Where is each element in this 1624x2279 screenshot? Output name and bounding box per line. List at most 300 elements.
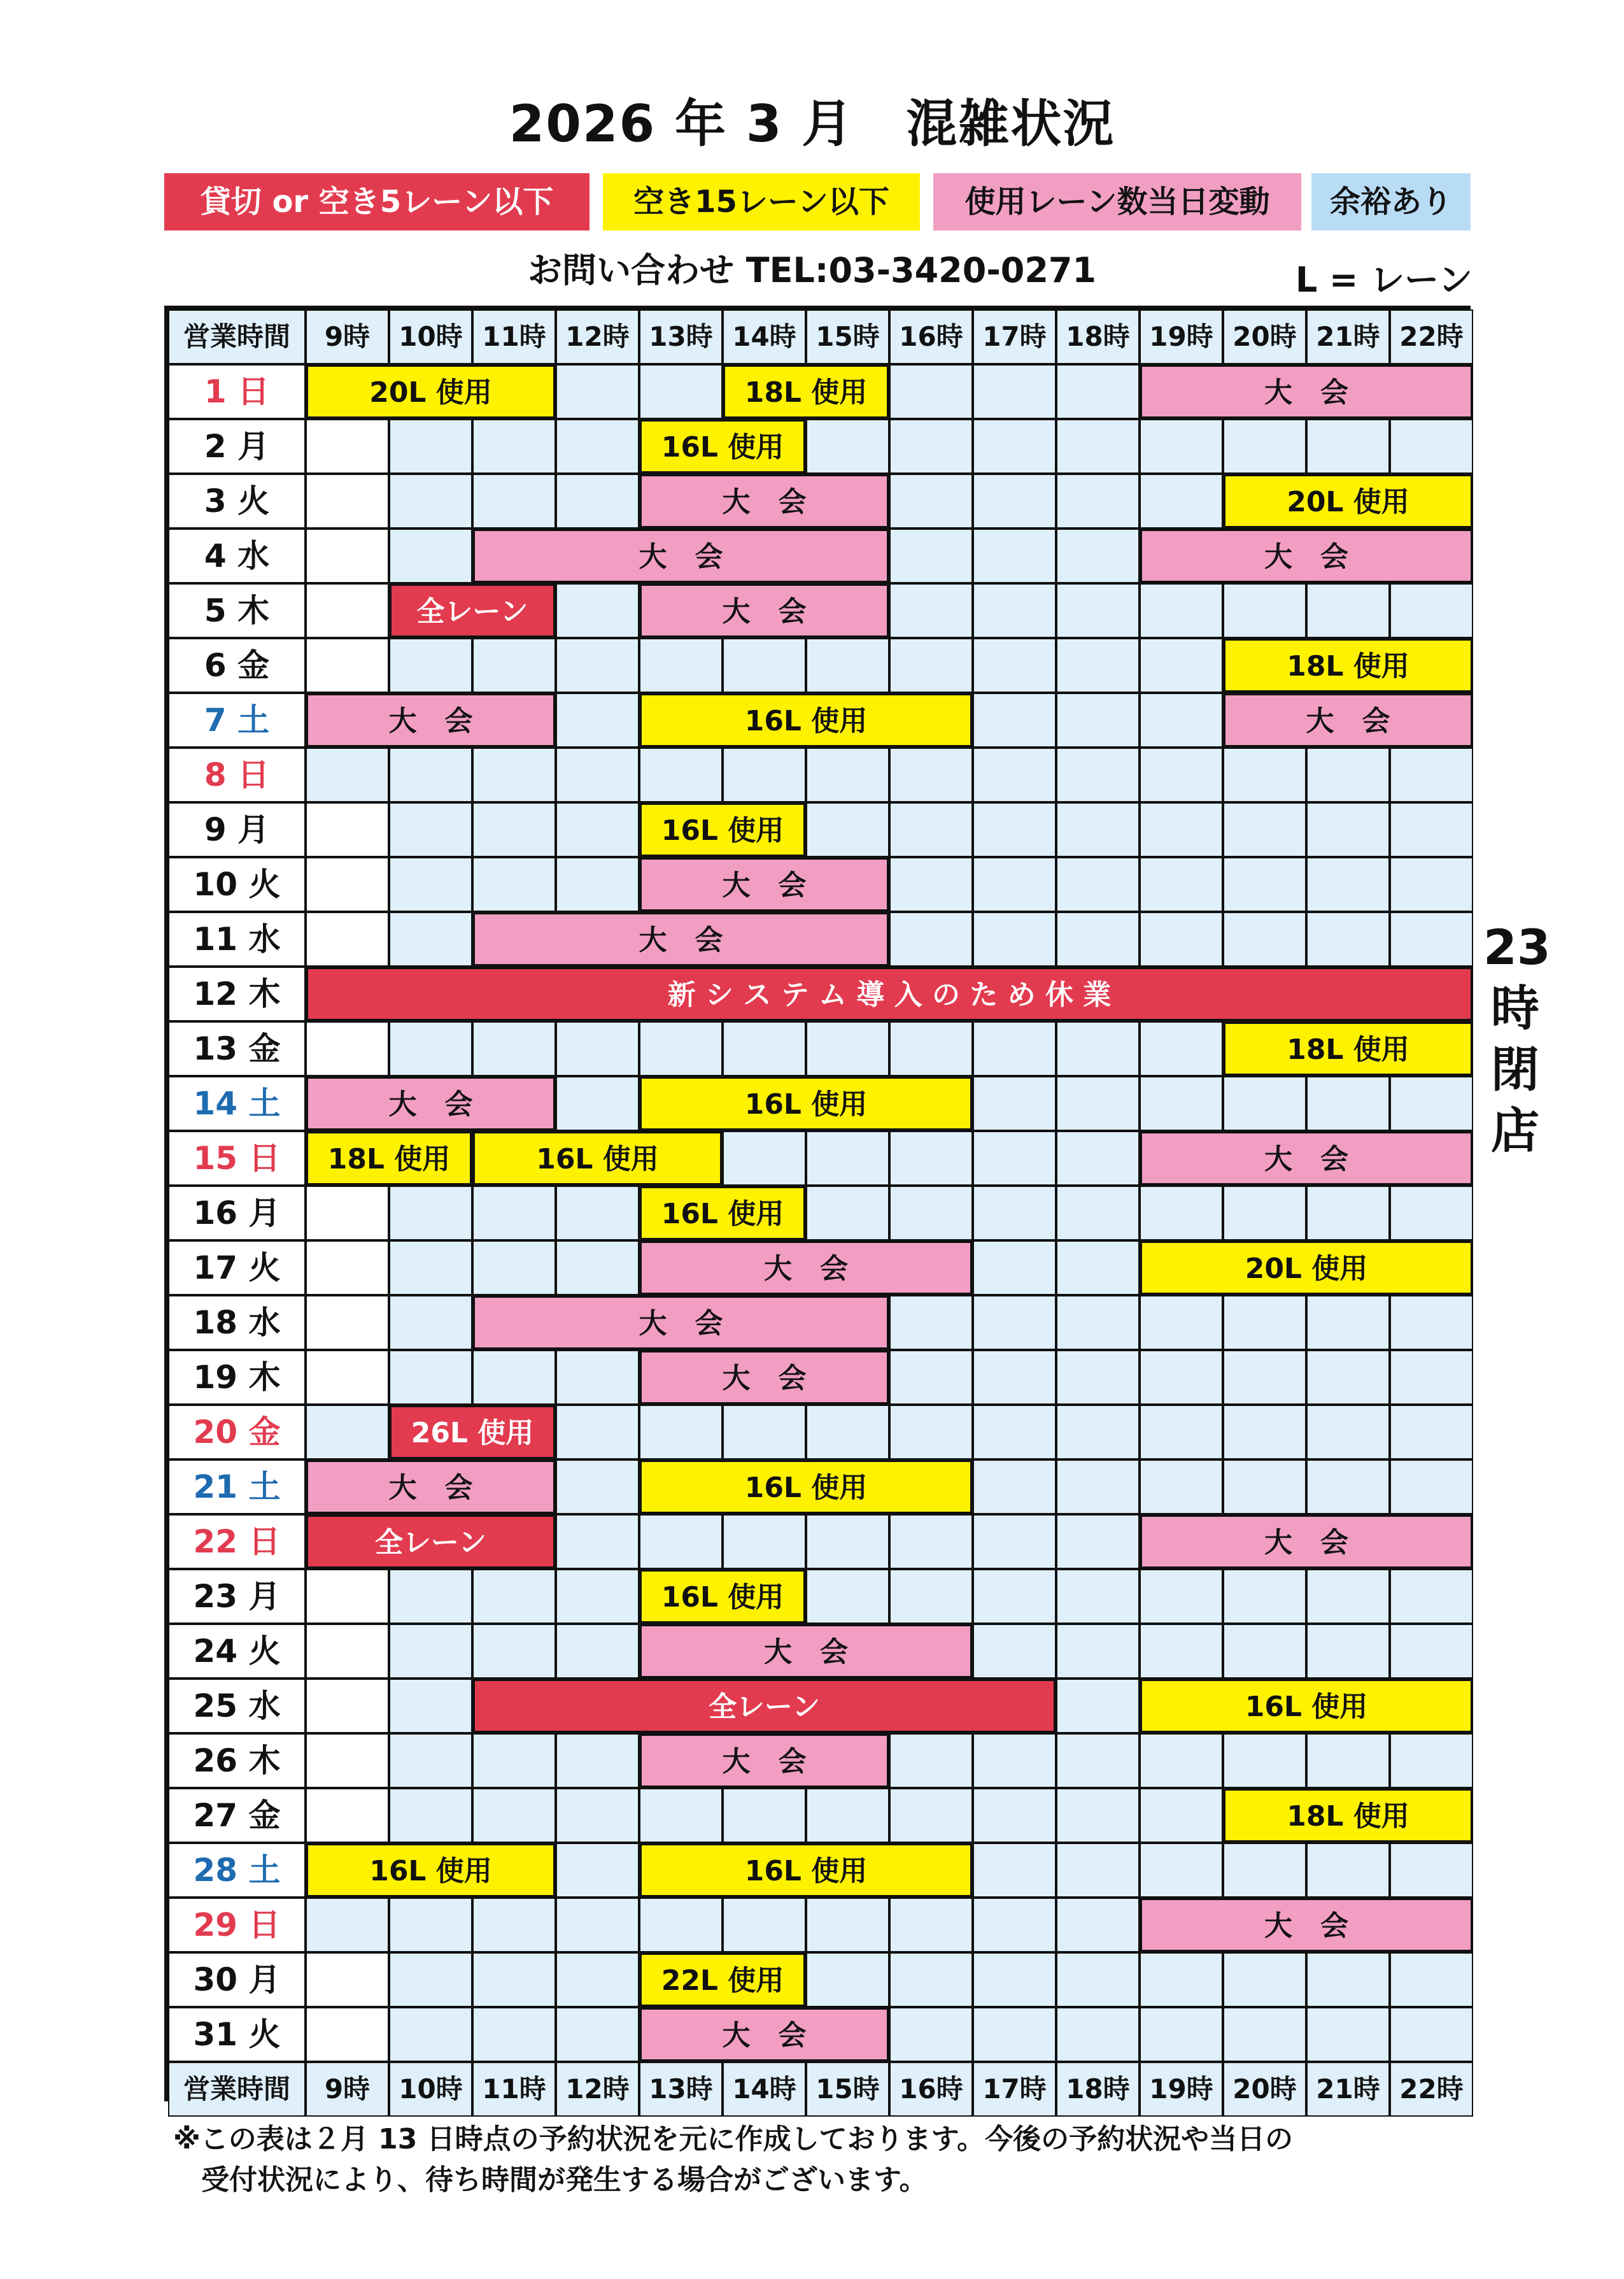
time-slot-cell (1056, 1843, 1140, 1898)
day-label: 23 月 (168, 1569, 306, 1624)
time-slot-cell (806, 1569, 889, 1624)
time-slot-cell (973, 1405, 1056, 1459)
time-slot-cell (389, 912, 472, 967)
time-slot-cell (556, 1843, 639, 1898)
time-slot-cell (556, 1733, 639, 1788)
time-slot-cell (973, 912, 1056, 967)
page-title: 2026 年 3 月 混雑状況 (509, 94, 1115, 153)
time-slot-cell (389, 1021, 472, 1076)
time-slot-cell (806, 638, 889, 693)
time-slot-cell (973, 419, 1056, 474)
day-label: 30 月 (168, 1952, 306, 2007)
reservation-block: 20L 使用 (1223, 474, 1473, 529)
time-slot-cell (889, 529, 973, 583)
reservation-block: 大 会 (472, 1295, 889, 1350)
time-slot-cell (1140, 748, 1223, 802)
reservation-block: 全レーン (389, 583, 556, 638)
time-slot-cell (306, 857, 389, 912)
time-slot-cell (306, 1186, 389, 1240)
reservation-block: 大 会 (472, 529, 889, 583)
header-top-label: 営業時間 (168, 309, 306, 364)
time-slot-cell (639, 748, 723, 802)
time-slot-cell (1140, 474, 1223, 529)
time-slot-cell (1306, 583, 1390, 638)
day-label: 28 土 (168, 1843, 306, 1898)
header-top-hour: 11時 (472, 309, 556, 364)
time-slot-cell (306, 748, 389, 802)
time-slot-cell (889, 1350, 973, 1405)
time-slot-cell (1140, 1843, 1223, 1898)
time-slot-cell (973, 1295, 1056, 1350)
time-slot-cell (973, 1131, 1056, 1186)
time-slot-cell (1390, 1843, 1473, 1898)
time-slot-cell (723, 1788, 806, 1843)
time-slot-cell (973, 1076, 1056, 1131)
time-slot-cell (1140, 638, 1223, 693)
time-slot-cell (973, 1898, 1056, 1952)
time-slot-cell (1056, 1405, 1140, 1459)
time-slot-cell (1306, 1405, 1390, 1459)
time-slot-cell (306, 912, 389, 967)
time-slot-cell (1056, 802, 1140, 857)
reservation-block: 16L 使用 (639, 802, 806, 857)
schedule-grid (164, 306, 1471, 2105)
time-slot-cell (556, 1459, 639, 1514)
header-bottom-hour: 21時 (1306, 2062, 1390, 2117)
reservation-block: 大 会 (306, 693, 556, 748)
time-slot-cell (556, 474, 639, 529)
reservation-block: 大 会 (639, 1350, 889, 1405)
reservation-block: 20L 使用 (1140, 1240, 1473, 1295)
reservation-block: 26L 使用 (389, 1405, 556, 1459)
time-slot-cell (1140, 1788, 1223, 1843)
time-slot-cell (472, 1240, 556, 1295)
time-slot-cell (556, 583, 639, 638)
time-slot-cell (1306, 912, 1390, 967)
time-slot-cell (806, 1952, 889, 2007)
time-slot-cell (973, 1788, 1056, 1843)
time-slot-cell (1306, 1186, 1390, 1240)
reservation-block: 大 会 (639, 583, 889, 638)
time-slot-cell (1306, 1350, 1390, 1405)
time-slot-cell (389, 748, 472, 802)
time-slot-cell (389, 638, 472, 693)
time-slot-cell (1140, 1076, 1223, 1131)
time-slot-cell (1390, 1952, 1473, 2007)
reservation-block: 全レーン (472, 1679, 1056, 1733)
contact-phone: お問い合わせ TEL:03-3420-0271 (527, 250, 1097, 290)
header-top-hour: 22時 (1390, 309, 1473, 364)
time-slot-cell (472, 638, 556, 693)
header-bottom-hour: 22時 (1390, 2062, 1473, 2117)
time-slot-cell (1056, 638, 1140, 693)
time-slot-cell (472, 1186, 556, 1240)
time-slot-cell (389, 1624, 472, 1679)
day-label: 17 火 (168, 1240, 306, 1295)
time-slot-cell (806, 1021, 889, 1076)
time-slot-cell (1390, 802, 1473, 857)
time-slot-cell (806, 1131, 889, 1186)
time-slot-cell (1056, 1131, 1140, 1186)
time-slot-cell (306, 583, 389, 638)
header-top-hour: 9時 (306, 309, 389, 364)
header-top-hour: 19時 (1140, 309, 1223, 364)
time-slot-cell (1056, 1624, 1140, 1679)
time-slot-cell (389, 419, 472, 474)
day-label: 3 火 (168, 474, 306, 529)
time-slot-cell (306, 638, 389, 693)
time-slot-cell (556, 1569, 639, 1624)
time-slot-cell (1390, 583, 1473, 638)
day-label: 1 日 (168, 364, 306, 419)
time-slot-cell (1306, 1569, 1390, 1624)
time-slot-cell (723, 1514, 806, 1569)
time-slot-cell (806, 419, 889, 474)
time-slot-cell (1390, 1624, 1473, 1679)
time-slot-cell (389, 1295, 472, 1350)
header-bottom-hour: 16時 (889, 2062, 973, 2117)
reservation-block: 18L 使用 (1223, 1788, 1473, 1843)
time-slot-cell (472, 1788, 556, 1843)
time-slot-cell (1390, 1295, 1473, 1350)
time-slot-cell (889, 474, 973, 529)
time-slot-cell (1056, 529, 1140, 583)
time-slot-cell (1056, 1788, 1140, 1843)
time-slot-cell (1140, 1624, 1223, 1679)
time-slot-cell (556, 1350, 639, 1405)
time-slot-cell (973, 1240, 1056, 1295)
day-label: 5 木 (168, 583, 306, 638)
time-slot-cell (1223, 748, 1306, 802)
time-slot-cell (389, 1898, 472, 1952)
time-slot-cell (723, 1405, 806, 1459)
time-slot-cell (1056, 1733, 1140, 1788)
time-slot-cell (639, 638, 723, 693)
time-slot-cell (306, 529, 389, 583)
time-slot-cell (472, 748, 556, 802)
time-slot-cell (556, 857, 639, 912)
time-slot-cell (1390, 857, 1473, 912)
day-label: 18 水 (168, 1295, 306, 1350)
time-slot-cell (1306, 1076, 1390, 1131)
time-slot-cell (973, 802, 1056, 857)
time-slot-cell (973, 1514, 1056, 1569)
time-slot-cell (1056, 583, 1140, 638)
time-slot-cell (973, 1624, 1056, 1679)
time-slot-cell (472, 1350, 556, 1405)
time-slot-cell (556, 1624, 639, 1679)
header-bottom-label: 営業時間 (168, 2062, 306, 2117)
reservation-block: 大 会 (1223, 693, 1473, 748)
day-label: 16 月 (168, 1186, 306, 1240)
header-bottom-hour: 12時 (556, 2062, 639, 2117)
time-slot-cell (889, 1021, 973, 1076)
time-slot-cell (889, 1898, 973, 1952)
reservation-block: 大 会 (472, 912, 889, 967)
reservation-block: 全レーン (306, 1514, 556, 1569)
time-slot-cell (1306, 2007, 1390, 2062)
header-top-hour: 14時 (723, 309, 806, 364)
time-slot-cell (723, 1131, 806, 1186)
time-slot-cell (556, 1898, 639, 1952)
day-label: 10 火 (168, 857, 306, 912)
reservation-block: 新 シ ス テ ム 導 入 の た め 休 業 (306, 967, 1473, 1021)
time-slot-cell (1140, 583, 1223, 638)
time-slot-cell (889, 1131, 973, 1186)
time-slot-cell (1140, 1021, 1223, 1076)
time-slot-cell (1306, 748, 1390, 802)
time-slot-cell (806, 802, 889, 857)
time-slot-cell (1056, 748, 1140, 802)
time-slot-cell (1056, 1569, 1140, 1624)
day-label: 22 日 (168, 1514, 306, 1569)
time-slot-cell (889, 1788, 973, 1843)
header-bottom-hour: 11時 (472, 2062, 556, 2117)
time-slot-cell (1223, 1295, 1306, 1350)
time-slot-cell (306, 1569, 389, 1624)
time-slot-cell (556, 1240, 639, 1295)
time-slot-cell (639, 1898, 723, 1952)
time-slot-cell (1140, 693, 1223, 748)
time-slot-cell (1223, 912, 1306, 967)
header-bottom-hour: 14時 (723, 2062, 806, 2117)
day-label: 11 水 (168, 912, 306, 967)
time-slot-cell (889, 2007, 973, 2062)
time-slot-cell (973, 1186, 1056, 1240)
time-slot-cell (1223, 1843, 1306, 1898)
time-slot-cell (306, 1405, 389, 1459)
time-slot-cell (1223, 1952, 1306, 2007)
day-label: 29 日 (168, 1898, 306, 1952)
time-slot-cell (889, 1186, 973, 1240)
time-slot-cell (306, 1788, 389, 1843)
time-slot-cell (723, 1898, 806, 1952)
time-slot-cell (306, 1240, 389, 1295)
time-slot-cell (1390, 912, 1473, 967)
time-slot-cell (1140, 1186, 1223, 1240)
time-slot-cell (306, 1350, 389, 1405)
time-slot-cell (1223, 583, 1306, 638)
time-slot-cell (806, 1405, 889, 1459)
time-slot-cell (973, 638, 1056, 693)
time-slot-cell (1056, 1186, 1140, 1240)
time-slot-cell (1056, 419, 1140, 474)
time-slot-cell (889, 857, 973, 912)
day-label: 27 金 (168, 1788, 306, 1843)
time-slot-cell (889, 1952, 973, 2007)
time-slot-cell (889, 419, 973, 474)
time-slot-cell (889, 802, 973, 857)
time-slot-cell (1306, 857, 1390, 912)
time-slot-cell (973, 1733, 1056, 1788)
time-slot-cell (1223, 1405, 1306, 1459)
time-slot-cell (889, 748, 973, 802)
time-slot-cell (639, 1788, 723, 1843)
day-label: 24 火 (168, 1624, 306, 1679)
time-slot-cell (1223, 1733, 1306, 1788)
header-bottom-hour: 18時 (1056, 2062, 1140, 2117)
day-label: 4 水 (168, 529, 306, 583)
header-top-hour: 18時 (1056, 309, 1140, 364)
time-slot-cell (1140, 1459, 1223, 1514)
time-slot-cell (1390, 1459, 1473, 1514)
time-slot-cell (389, 2007, 472, 2062)
time-slot-cell (1140, 1405, 1223, 1459)
reservation-block: 大 会 (1140, 1131, 1473, 1186)
time-slot-cell (1390, 1186, 1473, 1240)
time-slot-cell (639, 364, 723, 419)
day-label: 9 月 (168, 802, 306, 857)
legend-red-full: 貸切 or 空き5レーン以下 (164, 173, 590, 231)
time-slot-cell (1306, 419, 1390, 474)
legend-yellow-busy: 空き15レーン以下 (603, 173, 920, 231)
time-slot-cell (1390, 1350, 1473, 1405)
reservation-block: 大 会 (639, 474, 889, 529)
reservation-block: 20L 使用 (306, 364, 556, 419)
time-slot-cell (306, 1679, 389, 1733)
day-label: 19 木 (168, 1350, 306, 1405)
time-slot-cell (389, 529, 472, 583)
time-slot-cell (1140, 1733, 1223, 1788)
time-slot-cell (1140, 1952, 1223, 2007)
time-slot-cell (806, 748, 889, 802)
time-slot-cell (889, 1733, 973, 1788)
time-slot-cell (472, 1898, 556, 1952)
time-slot-cell (1056, 1076, 1140, 1131)
time-slot-cell (973, 364, 1056, 419)
time-slot-cell (639, 1405, 723, 1459)
time-slot-cell (472, 1569, 556, 1624)
time-slot-cell (1390, 2007, 1473, 2062)
reservation-block: 16L 使用 (639, 419, 806, 474)
time-slot-cell (1223, 1186, 1306, 1240)
time-slot-cell (1390, 1733, 1473, 1788)
reservation-block: 18L 使用 (306, 1131, 472, 1186)
time-slot-cell (1223, 1624, 1306, 1679)
header-top-hour: 20時 (1223, 309, 1306, 364)
header-top-hour: 10時 (389, 309, 472, 364)
day-label: 7 土 (168, 693, 306, 748)
time-slot-cell (389, 857, 472, 912)
footnote-line-1: ※この表は２月 13 日時点の予約状況を元に作成しております。今後の予約状況や当日の (173, 2123, 1294, 2155)
time-slot-cell (1056, 1679, 1140, 1733)
time-slot-cell (1056, 2007, 1140, 2062)
time-slot-cell (973, 1569, 1056, 1624)
reservation-block: 16L 使用 (639, 1843, 973, 1898)
time-slot-cell (389, 1186, 472, 1240)
time-slot-cell (1140, 912, 1223, 967)
reservation-block: 16L 使用 (639, 693, 973, 748)
time-slot-cell (1306, 1843, 1390, 1898)
reservation-block: 16L 使用 (472, 1131, 723, 1186)
time-slot-cell (556, 748, 639, 802)
header-bottom-hour: 17時 (973, 2062, 1056, 2117)
time-slot-cell (1223, 1569, 1306, 1624)
header-bottom-hour: 9時 (306, 2062, 389, 2117)
time-slot-cell (723, 1021, 806, 1076)
time-slot-cell (1306, 1733, 1390, 1788)
time-slot-cell (556, 693, 639, 748)
day-label: 12 木 (168, 967, 306, 1021)
time-slot-cell (1056, 474, 1140, 529)
time-slot-cell (1056, 364, 1140, 419)
footnote-line-2: 受付状況により、待ち時間が発生する場合がございます。 (201, 2164, 928, 2196)
time-slot-cell (973, 1350, 1056, 1405)
time-slot-cell (973, 474, 1056, 529)
time-slot-cell (472, 419, 556, 474)
time-slot-cell (806, 1788, 889, 1843)
time-slot-cell (889, 638, 973, 693)
day-label: 31 火 (168, 2007, 306, 2062)
reservation-block: 大 会 (1140, 364, 1473, 419)
time-slot-cell (306, 1733, 389, 1788)
header-top-hour: 13時 (639, 309, 723, 364)
time-slot-cell (889, 583, 973, 638)
reservation-block: 大 会 (639, 2007, 889, 2062)
reservation-block: 16L 使用 (1140, 1679, 1473, 1733)
header-bottom-hour: 10時 (389, 2062, 472, 2117)
time-slot-cell (973, 1459, 1056, 1514)
reservation-block: 16L 使用 (639, 1186, 806, 1240)
legend-blue-available: 余裕あり (1311, 173, 1471, 231)
time-slot-cell (1223, 1076, 1306, 1131)
time-slot-cell (1223, 2007, 1306, 2062)
time-slot-cell (306, 2007, 389, 2062)
time-slot-cell (1056, 912, 1140, 967)
time-slot-cell (306, 419, 389, 474)
time-slot-cell (723, 748, 806, 802)
time-slot-cell (472, 474, 556, 529)
time-slot-cell (389, 1952, 472, 2007)
time-slot-cell (1140, 1295, 1223, 1350)
header-top-hour: 21時 (1306, 309, 1390, 364)
time-slot-cell (472, 1624, 556, 1679)
time-slot-cell (472, 2007, 556, 2062)
day-label: 15 日 (168, 1131, 306, 1186)
reservation-block: 16L 使用 (639, 1459, 973, 1514)
time-slot-cell (806, 1514, 889, 1569)
time-slot-cell (306, 1021, 389, 1076)
time-slot-cell (389, 1733, 472, 1788)
reservation-block: 大 会 (306, 1076, 556, 1131)
reservation-block: 16L 使用 (306, 1843, 556, 1898)
time-slot-cell (1223, 802, 1306, 857)
time-slot-cell (556, 1076, 639, 1131)
time-slot-cell (973, 693, 1056, 748)
time-slot-cell (1056, 1952, 1140, 2007)
time-slot-cell (973, 529, 1056, 583)
time-slot-cell (556, 1788, 639, 1843)
time-slot-cell (389, 1788, 472, 1843)
time-slot-cell (973, 857, 1056, 912)
time-slot-cell (472, 1021, 556, 1076)
time-slot-cell (1056, 1350, 1140, 1405)
time-slot-cell (1223, 1350, 1306, 1405)
time-slot-cell (806, 1898, 889, 1952)
time-slot-cell (1390, 419, 1473, 474)
time-slot-cell (306, 474, 389, 529)
time-slot-cell (1223, 857, 1306, 912)
day-label: 25 水 (168, 1679, 306, 1733)
time-slot-cell (389, 1350, 472, 1405)
time-slot-cell (1306, 1624, 1390, 1679)
time-slot-cell (1306, 1295, 1390, 1350)
time-slot-cell (889, 364, 973, 419)
header-bottom-hour: 20時 (1223, 2062, 1306, 2117)
time-slot-cell (1390, 1569, 1473, 1624)
time-slot-cell (639, 1021, 723, 1076)
time-slot-cell (306, 1898, 389, 1952)
